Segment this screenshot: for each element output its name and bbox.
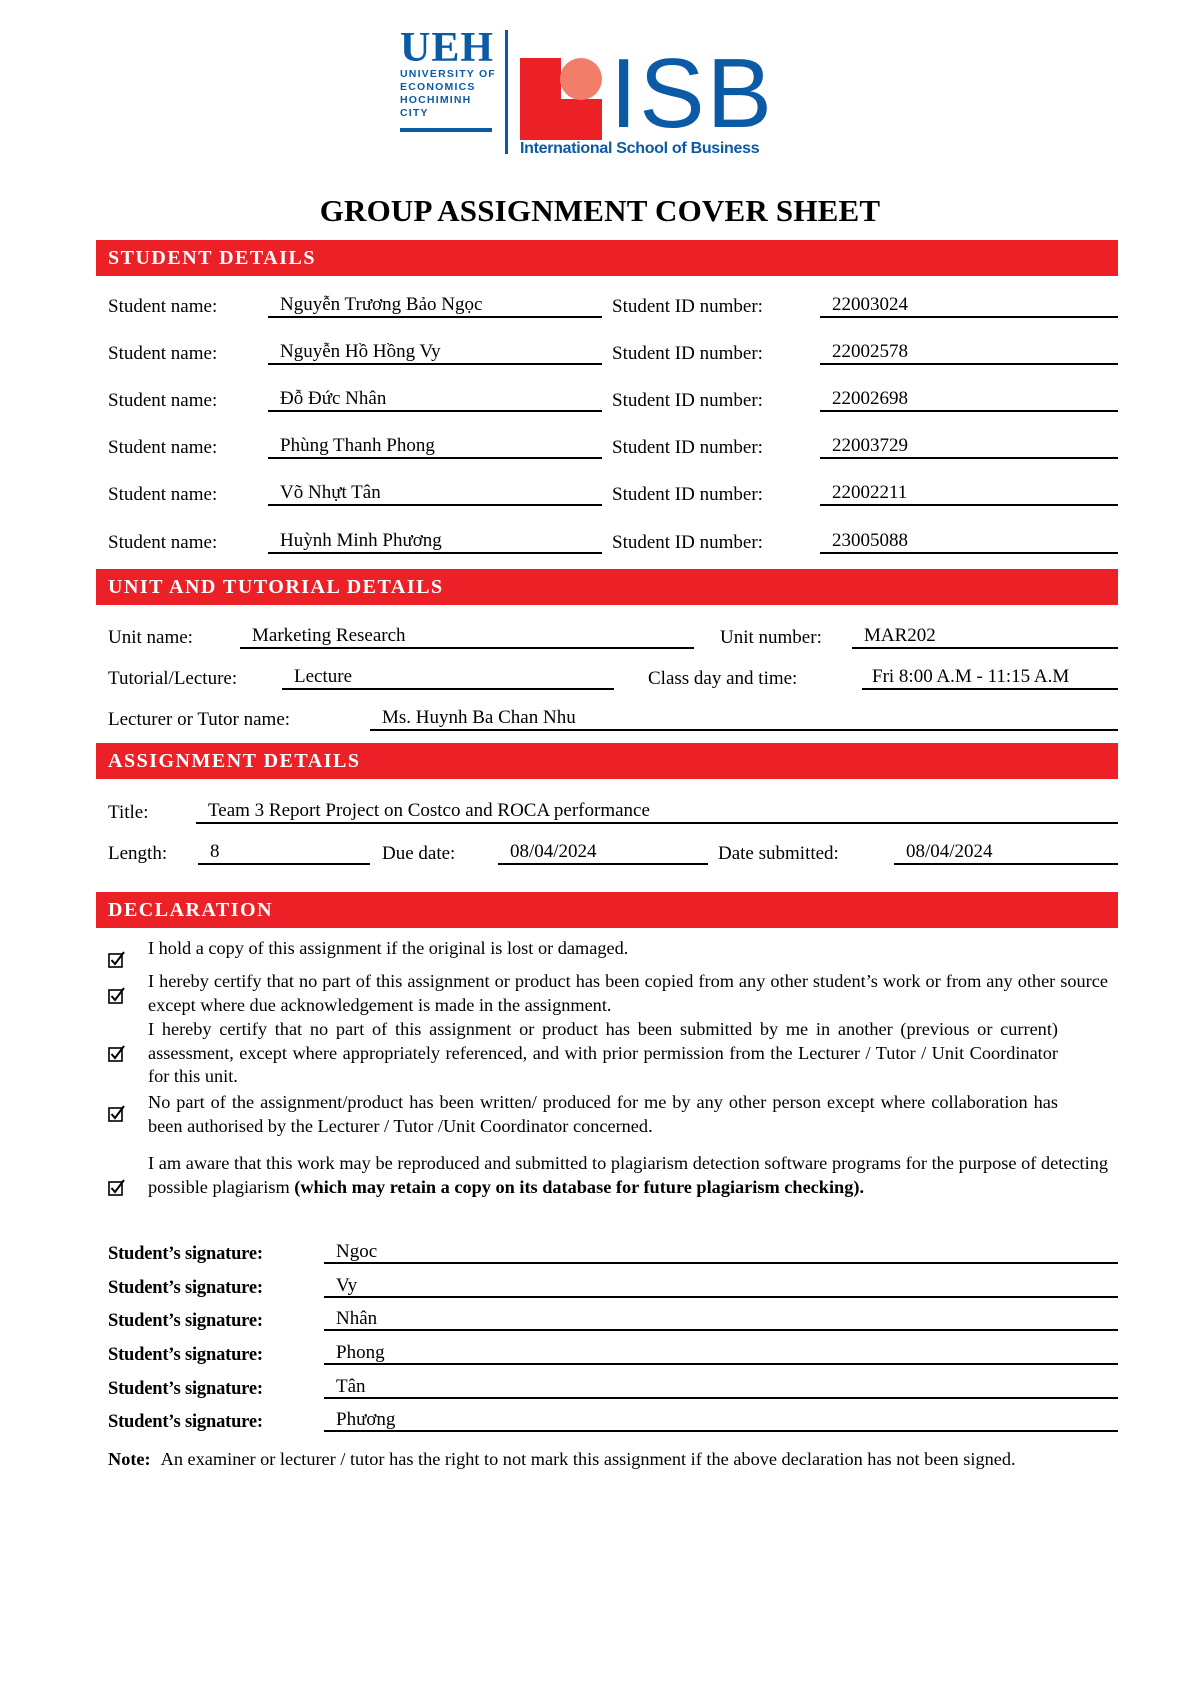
signature-label: Student’s signature: — [108, 1278, 263, 1298]
tutorial-lecture-label: Tutorial/Lecture: — [108, 668, 238, 689]
ueh-logo-line-1: UNIVERSITY OF — [400, 68, 496, 80]
due-date-field[interactable]: 08/04/2024 — [498, 839, 708, 865]
declaration-item-2: I hereby certify that no part of this assignment or product has been copied from any other student’s work or from any other source except where due acknowledgement is made in the assignment. — [148, 971, 1108, 1015]
class-time-field[interactable]: Fri 8:00 A.M - 11:15 A.M — [862, 664, 1118, 690]
student-id-label: Student ID number: — [612, 390, 763, 411]
document-title: GROUP ASSIGNMENT COVER SHEET — [319, 193, 881, 228]
student-name-label: Student name: — [108, 532, 218, 553]
ueh-logo-line-2: ECONOMICS — [400, 81, 476, 93]
signature-field[interactable]: Tân — [324, 1375, 1118, 1399]
checkbox-checked-icon[interactable] — [108, 1178, 126, 1196]
student-id-field[interactable]: 22003729 — [820, 433, 1118, 459]
date-submitted-label: Date submitted: — [718, 843, 839, 864]
checkbox-checked-icon[interactable] — [108, 1104, 126, 1122]
student-id-field[interactable]: 23005088 — [820, 528, 1118, 554]
student-id-label: Student ID number: — [612, 484, 763, 505]
section-declaration: DECLARATION — [96, 892, 1118, 928]
student-name-field[interactable]: Nguyễn Trương Bảo Ngọc — [268, 292, 602, 318]
note-text: An examiner or lecturer / tutor has the right to not mark this assignment if the above declaration has not been signed. — [160, 1449, 1016, 1469]
due-date-label: Due date: — [382, 843, 456, 864]
student-name-label: Student name: — [108, 390, 218, 411]
lecturer-label: Lecturer or Tutor name: — [108, 709, 291, 730]
unit-number-field[interactable]: MAR202 — [852, 623, 1118, 649]
student-id-field[interactable]: 22002211 — [820, 480, 1118, 506]
declaration-item-5-text: I am aware that this work may be reproduced and submitted to plagiarism detection software programs for the purpose of detecting possible plagiarism — [148, 1153, 1108, 1197]
declaration-item-5-bold: (which may retain a copy on its database for future plagiarism checking). — [294, 1176, 865, 1197]
logo-divider — [505, 30, 508, 154]
student-id-field[interactable]: 22002578 — [820, 339, 1118, 365]
ueh-logo-title: UEH — [400, 25, 495, 71]
date-submitted-field[interactable]: 08/04/2024 — [894, 839, 1118, 865]
checkbox-checked-icon[interactable] — [108, 1044, 126, 1062]
section-unit-details: UNIT AND TUTORIAL DETAILS — [96, 569, 1118, 605]
tutorial-lecture-field[interactable]: Lecture — [282, 664, 614, 690]
student-id-label: Student ID number: — [612, 532, 763, 553]
section-student-details: STUDENT DETAILS — [96, 240, 1118, 276]
length-label: Length: — [108, 843, 168, 864]
length-field[interactable]: 8 — [198, 839, 370, 865]
signature-label: Student’s signature: — [108, 1244, 263, 1264]
student-name-label: Student name: — [108, 484, 218, 505]
student-name-field[interactable]: Nguyễn Hồ Hồng Vy — [268, 339, 602, 365]
declaration-item-5 — [148, 1152, 1108, 1199]
declaration-item-3: I hereby certify that no part of this assignment or product has been submitted by me in another (previous or current) assessment, except where appropriately referenced, and with prior permission from the Lecturer / Tutor / Unit Coordinator for this unit. — [148, 1019, 1058, 1086]
unit-number-label: Unit number: — [720, 627, 822, 648]
isb-mark-icon — [520, 58, 602, 140]
student-id-field[interactable]: 22003024 — [820, 292, 1118, 318]
lecturer-field[interactable]: Ms. Huynh Ba Chan Nhu — [370, 705, 1118, 731]
unit-name-field[interactable]: Marketing Research — [240, 623, 694, 649]
signature-field[interactable]: Ngoc — [324, 1240, 1118, 1264]
checkbox-checked-icon[interactable] — [108, 986, 126, 1004]
declaration-item-4: No part of the assignment/product has been written/ produced for me by any other person except where collaboration has been authorised by the Lecturer / Tutor /Unit Coordinator concerned. — [148, 1092, 1058, 1136]
student-id-label: Student ID number: — [612, 343, 763, 364]
student-id-field[interactable]: 22002698 — [820, 386, 1118, 412]
assignment-title-label: Title: — [108, 802, 149, 823]
student-name-field[interactable]: Đỗ Đức Nhân — [268, 386, 602, 412]
signature-label: Student’s signature: — [108, 1379, 263, 1399]
signature-field[interactable]: Phong — [324, 1341, 1118, 1365]
ueh-logo-underline — [400, 128, 492, 132]
signature-label: Student’s signature: — [108, 1311, 263, 1331]
section-assignment-details: ASSIGNMENT DETAILS — [96, 743, 1118, 779]
header-logos — [400, 25, 780, 158]
student-name-field[interactable]: Phùng Thanh Phong — [268, 433, 602, 459]
isb-logo-subtitle: International School of Business — [520, 140, 760, 157]
student-name-label: Student name: — [108, 343, 218, 364]
class-time-label: Class day and time: — [648, 668, 798, 689]
signature-label: Student’s signature: — [108, 1412, 263, 1432]
declaration-note — [108, 1442, 1108, 1477]
isb-logo-title: ISB — [610, 38, 774, 148]
checkbox-checked-icon[interactable] — [108, 950, 126, 968]
declaration-item-1: I hold a copy of this assignment if the original is lost or damaged. — [148, 938, 629, 958]
ueh-logo-line-3: HOCHIMINH CITY — [400, 94, 472, 119]
signature-label: Student’s signature: — [108, 1345, 263, 1365]
student-id-label: Student ID number: — [612, 437, 763, 458]
student-id-label: Student ID number: — [612, 296, 763, 317]
student-name-label: Student name: — [108, 296, 218, 317]
signature-field[interactable]: Nhân — [324, 1307, 1118, 1331]
note-label: Note: — [108, 1449, 151, 1469]
assignment-title-field[interactable]: Team 3 Report Project on Costco and ROCA performance — [196, 798, 1118, 824]
signature-field[interactable]: Phương — [324, 1408, 1118, 1432]
student-name-label: Student name: — [108, 437, 218, 458]
student-name-field[interactable]: Võ Nhựt Tân — [268, 480, 602, 506]
signature-field[interactable]: Vy — [324, 1274, 1118, 1298]
ueh-logo — [400, 25, 496, 132]
student-name-field[interactable]: Huỳnh Minh Phương — [268, 528, 602, 554]
unit-name-label: Unit name: — [108, 627, 193, 648]
